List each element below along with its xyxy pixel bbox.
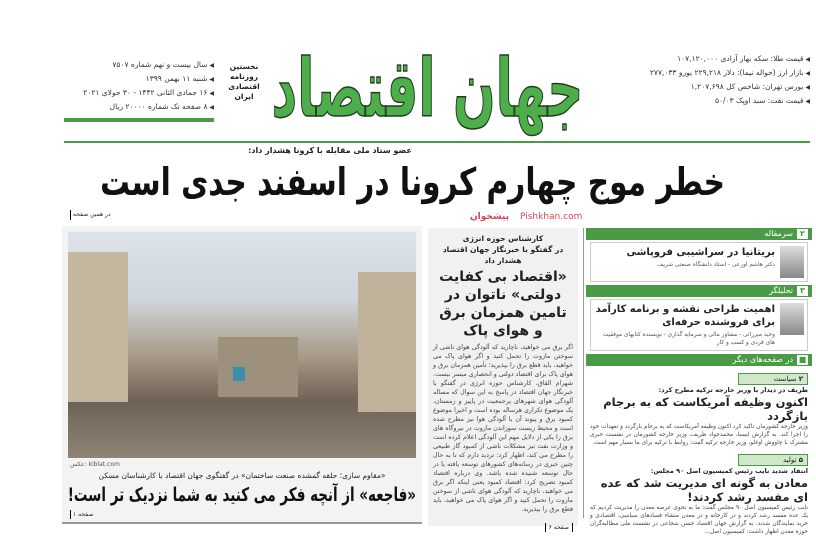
watermark-logo: پیشخوان	[470, 212, 510, 222]
section-label: سیاست	[773, 375, 797, 383]
gold-price: ◀ قیمت طلا: سکه بهار آزادی ۱۰۷,۱۲۰,۰۰۰	[592, 52, 810, 66]
politics-title: اکنون وظیفه آمریکاست که به برجام بازگردد	[603, 395, 808, 423]
photo-headline: «فاجعه» از آنچه فکر می کنید به شما نزدیک تر است!	[67, 484, 417, 506]
right-column	[586, 228, 812, 536]
center-title: «اقتصاد بی کفایت دولتی» ناتوان در تامین همزمان برق و هوای پاک	[439, 269, 567, 339]
issue-price: ◀ ۸ صفحه تک شماره ۲۰۰۰۰ ریال	[64, 100, 214, 114]
photo-headline-box	[68, 483, 416, 507]
issue-number: ◀ سال بیست و نهم شماره ۷۵۰۷	[64, 58, 214, 72]
oil-price: ◀ قیمت نفت: سبد اوپک ۵۰/۰۳	[592, 94, 810, 108]
section-page-number: ۲	[797, 229, 808, 239]
photo-caption: «مقاوم سازی؛ حلقه گمشده صنعت ساختمان» در گفتگوی جهان اقتصاد با کارشناسان مسکن	[98, 471, 386, 480]
issue-date: ◀ شنبه ۱۱ بهمن ۱۳۹۹	[64, 72, 214, 86]
editorial-header	[586, 228, 812, 240]
lead-kicker: عضو ستاد ملی مقابله با کرونا هشدار داد:	[248, 146, 412, 155]
analysis-title: اهمیت طراحی نقشه و برنامه کارآمد برای فروشنده حرفه‌ای	[595, 304, 775, 328]
center-sub2: در گفتگو با خبرنگار جهان اقتصاد هشدار داد	[442, 245, 564, 265]
masthead-tagline: نخستین روزنامه اقتصادی ایران	[228, 62, 260, 101]
author-photo	[780, 303, 804, 335]
square-icon: ■	[798, 355, 807, 364]
center-body: اگر برق می خواهید، ناچارید که آلودگی هوای ناشی از سوختن مازوت را تحمل کنید و اگر هوای پاک می خواهید، باید قطع برق را بپذیرید؛ تأمین همزمان برق و هوای پاک برای اقتصاد دولتی و انحصاری میسر نیست. شهرام القاق، کارشناس حوزه انرژی در گفتگو با خبرنگار جهان اقتصاد در پاسخ به این سوال که مساله آلودگی هوای شهرهای پرجمعیت در پاییز و زمستان، یک موضوع تکراری هرساله بوده است و اخیرا موضوع کمبود برق و پیوند آن با آلودگی هوا نیز مطرح شده است و محیط زیست سوزاندن مازوت در نیروگاه های برق را یکی از دلایل مهم این آلودگی اعلام کرده است و وزارت نفت نیز مشکلات ناشی از کمبود گاز طبیعی را مطرح می کند، اظهار کرد: تردید دارم که تا به حال چنین خبری در رسانه‌های کشورهای توسعه یافته یا در حال توسعه شنیده شده باشد. وی درباره اقتصاد کمبود تصریح کرد: اقتصاد کمبود یعنی اینکه اگر برق می خواهید، ناچارید که آلودگی هوای ناشی از سوختن مازوت را تحمل کنید و اگر هوای پاک می خواهید، باید قطع برق را بپذیرید.	[432, 344, 573, 513]
section-label: تحلیلگر	[769, 286, 793, 295]
masthead-logo-box	[272, 40, 584, 138]
stock-index: ◀ بورس تهران: شاخص کل ۱,۲۰۷,۶۹۸	[592, 80, 810, 94]
masthead-logo: جهان اقتصاد	[272, 42, 584, 135]
editorial-byline: دکتر هاشم اورعی - استاد دانشگاه صنعتی شریف	[657, 262, 775, 268]
issue-date-hijri: ◀ ۱۶ جمادی الثانی ۱۴۴۲ - ۳۰ جولای ۲۰۲۱	[64, 86, 214, 100]
lead-kicker-box	[240, 145, 420, 156]
production-title: معادن به گونه ای مدیریت شد که عده ای مفسد رشد کردند!	[600, 476, 808, 504]
section-label: در صفحه‌های دیگر	[732, 355, 793, 364]
politics-kicker: ظریف در دیدار با وزیر خارجه ترکیه مطرح کرد:	[658, 386, 808, 394]
same-page-label: در همین صفحه	[70, 210, 111, 220]
currency-price: ◀ بازار ارز (حواله نیما): دلار ۲۲۹,۲۱۸ یورو ۲۷۷,۰۳۳	[592, 66, 810, 80]
production-kicker: انتقاد شدید نایب رئیس کمیسیون اصل ۹۰ مجلس:	[650, 467, 808, 475]
lead-headline-box	[100, 157, 725, 207]
section-page-number: ۲	[798, 375, 803, 383]
section-label: تولید	[783, 456, 797, 464]
author-photo	[780, 246, 804, 278]
photo-page-ref: صفحه ۱	[70, 510, 93, 519]
politics-body: وزیر خارجه کشورمان تاکید کرد اکنون وظیفه آمریکاست که به برجام بازگردد و تعهدات خود را اجرا کند. به گزارش ایسنا، محمدجواد ظریف، وزیر خارجه کشورمان در نشست خبری مشترک با چاووش اوغلو، وزیر خارجه ترکیه گفت: روابط با ترکیه برای ما بسیار مهم است.	[590, 424, 808, 446]
production-tag	[738, 454, 808, 466]
lead-headline: خطر موج چهارم کرونا در اسفند جدی است	[100, 160, 725, 204]
center-story	[428, 228, 578, 531]
politics-tag	[738, 373, 808, 385]
section-page-number: ۳	[797, 286, 808, 296]
photo-caption-box	[68, 470, 416, 481]
analysis-card	[590, 299, 808, 351]
issue-info	[64, 58, 214, 122]
analysis-byline: وحید میرزائی - مشاور مالی و سرمایه گذاری - نویسنده کتابهای موفقیت های فردی و کسب و کار	[602, 332, 775, 346]
editorial-title: بریتانیا در سراشیبی فروپاشی	[626, 247, 775, 258]
collapsed-building-photo	[68, 232, 416, 458]
center-sub1: کارشناس حوزه انرژی	[462, 234, 544, 243]
center-page-ref: صفحه ۶	[545, 523, 573, 532]
photo-credit: عکس: kiblat.com	[70, 461, 120, 468]
section-label: سرمقاله	[764, 229, 793, 238]
production-body: نایب رئیس کمیسیون اصل ۹۰ مجلس گفت: ما به نحوی عرصه معدن را مدیریت کردیم که یک عده مفسد رشد کردند و در کارخانه و در معدن منشاء فسادهای سیاسی، اقتصادی و خرید نمایندگان شدند. به گزارش جهان اقتصاد حسن شجاعی در نشست ملی مطالبه‌گران حوزه معدن اظهار داشت: کمیسیون اصل...	[590, 505, 808, 535]
other-pages-header	[586, 354, 812, 366]
column-divider	[583, 228, 584, 518]
masthead-divider	[64, 141, 810, 143]
market-info	[592, 52, 810, 108]
editorial-card	[590, 242, 808, 282]
watermark-site: Pishkhan.com	[520, 212, 583, 222]
analysis-header	[586, 285, 812, 297]
section-page-number: ۵	[798, 456, 803, 464]
